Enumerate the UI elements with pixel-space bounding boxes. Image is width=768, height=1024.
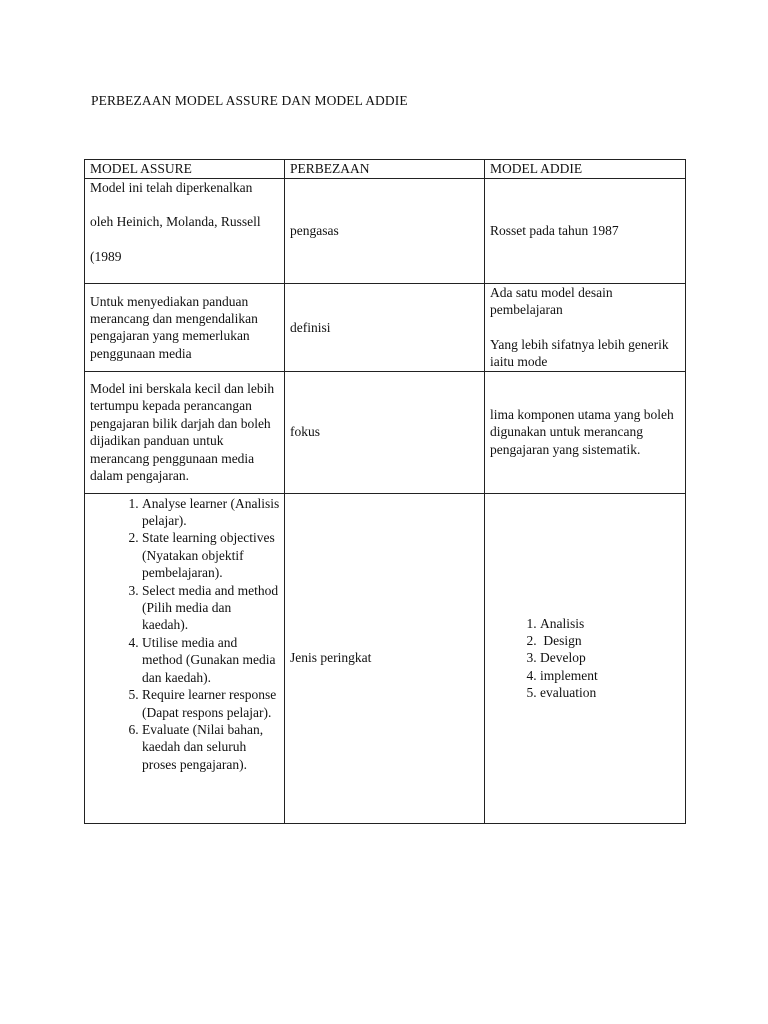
header-model-assure: MODEL ASSURE: [85, 160, 285, 179]
addie-pengasas: Rosset pada tahun 1987: [485, 179, 686, 284]
table-row-pengasas: [85, 179, 686, 284]
addie-definisi-line2: Yang lebih sifatnya lebih generik iaitu mode: [490, 336, 669, 370]
comparison-table: [84, 159, 686, 824]
addie-cell-definisi: [485, 284, 686, 372]
header-model-addie: MODEL ADDIE: [485, 160, 686, 179]
list-item: 1. Analisis: [540, 615, 681, 632]
table-header-row: [85, 160, 686, 179]
assure-definisi: Untuk menyediakan panduan merancang dan mengendalikan pengajaran yang memerlukan penggunaan media: [85, 284, 285, 372]
header-perbezaan: PERBEZAAN: [285, 160, 485, 179]
list-item: 2. Design: [540, 632, 681, 649]
assure-pengasas-line2: oleh Heinich, Molanda, Russell: [90, 214, 261, 230]
list-item: 6. Evaluate (Nilai bahan, kaedah dan seluruh proses pengajaran).: [142, 721, 280, 773]
assure-pengasas-line1: Model ini telah diperkenalkan: [90, 180, 253, 195]
aspect-jenis-peringkat: Jenis peringkat: [285, 493, 485, 823]
list-item: 1. Analyse learner (Analisis pelajar).: [142, 495, 280, 530]
list-item: 3. Develop: [540, 649, 681, 666]
assure-cell-pengasas: [85, 179, 285, 284]
list-item: 2. State learning objectives (Nyatakan objektif pembelajaran).: [142, 529, 280, 581]
table-row-jenis-peringkat: [85, 493, 686, 823]
aspect-definisi: definisi: [285, 284, 485, 372]
list-item: 3. Select media and method (Pilih media dan kaedah).: [142, 582, 280, 634]
addie-steps-list: [490, 615, 681, 702]
assure-pengasas-line3: (1989: [90, 248, 122, 264]
assure-steps-list: [90, 495, 280, 774]
list-item: 5. evaluation: [540, 684, 681, 701]
table-row-fokus: [85, 371, 686, 493]
addie-fokus: lima komponen utama yang boleh digunakan untuk merancang pengajaran yang sistematik.: [485, 371, 686, 493]
assure-fokus: Model ini berskala kecil dan lebih tertumpu kepada perancangan pengajaran bilik darjah dan boleh dijadikan panduan untuk merancang penggunaan media dalam pengajaran.: [85, 371, 285, 493]
aspect-pengasas: pengasas: [285, 179, 485, 284]
table-row-definisi: [85, 284, 686, 372]
document-title: PERBEZAAN MODEL ASSURE DAN MODEL ADDIE: [91, 93, 408, 108]
addie-steps-cell: [485, 493, 686, 823]
assure-steps-cell: [85, 493, 285, 823]
list-item: 4. Utilise media and method (Gunakan media dan kaedah).: [142, 634, 280, 686]
list-item: 4. implement: [540, 667, 681, 684]
list-item: 5. Require learner response (Dapat respons pelajar).: [142, 686, 280, 721]
aspect-fokus: fokus: [285, 371, 485, 493]
addie-definisi-line1: Ada satu model desain pembelajaran: [490, 285, 613, 318]
